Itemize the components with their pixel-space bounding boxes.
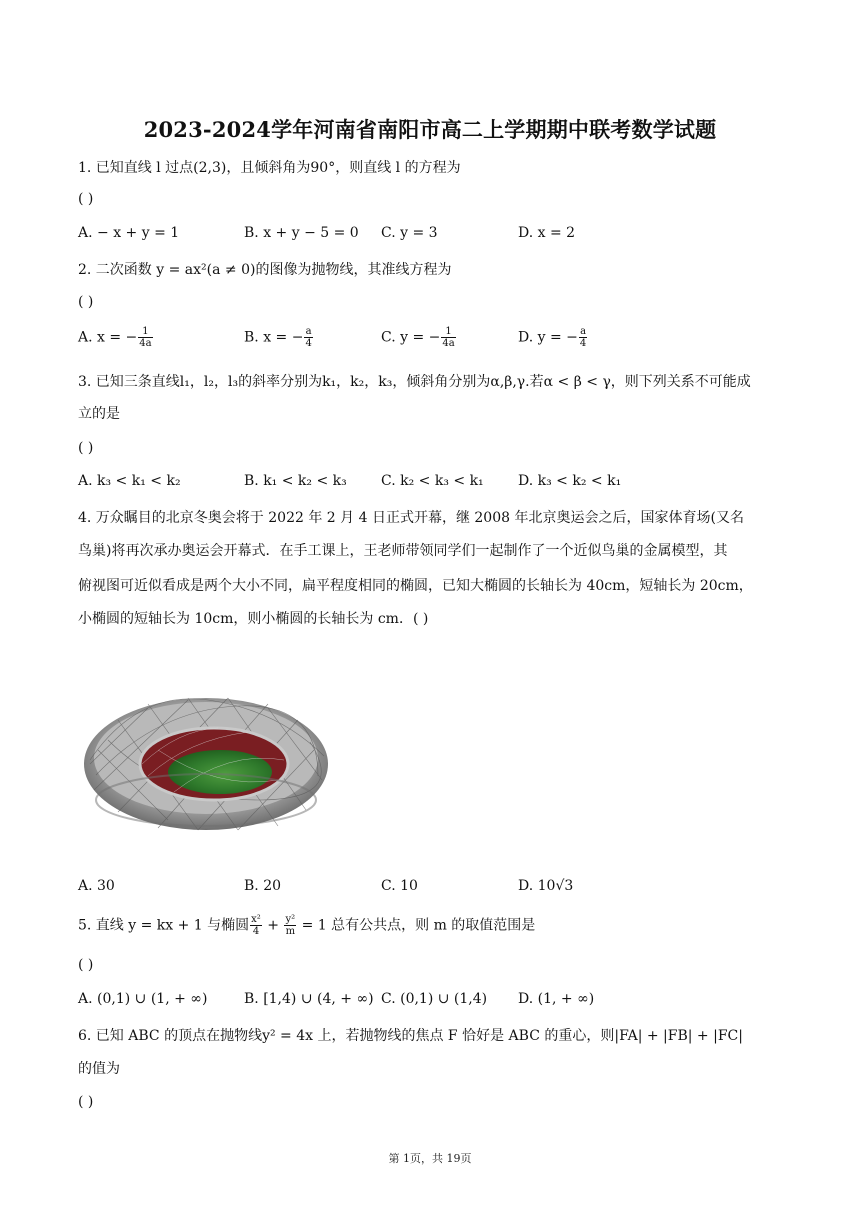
question-4-line-1: 4. 万众瞩目的北京冬奥会将于 2022 年 2 月 4 日正式开幕，继 2008 年北京奥运会之后，国家体育场(又名 [78,510,744,526]
question-2-option-c [381,326,457,349]
fraction-denominator: 4 [252,926,260,937]
fraction [304,326,312,349]
fraction [579,326,587,349]
question-5-stem-suffix: = 1 总有公共点，则 m 的取值范围是 [297,917,536,934]
question-5-option-b: B. [1,4) ∪ (4, + ∞) [244,991,374,1007]
fraction-numerator: y² [285,914,296,925]
fraction-numerator: x² [251,914,261,925]
question-5-stem-prefix: 5. 直线 y = kx + 1 与椭圆 [78,917,250,934]
question-5-option-a: A. (0,1) ∪ (1, + ∞) [78,991,208,1007]
fraction-denominator: 4a [442,338,455,349]
question-4-option-b: B. 20 [244,878,282,894]
question-1-option-b: B. x + y − 5 = 0 [244,225,359,241]
question-4-line-4: 小椭圆的短轴长为 10cm，则小椭圆的长轴长为 cm．( ) [78,611,429,627]
question-4-line-3: 俯视图可近似看成是两个大小不同，扁平程度相同的椭圆，已知大椭圆的长轴长为 40cm，短轴长为 20cm， [78,578,753,594]
fraction [284,914,296,937]
question-4-option-d: D. 10√3 [518,878,574,894]
question-2-answer-blank: ( ) [78,294,94,310]
page-title: 2023-2024学年河南省南阳市高二上学期期中联考数学试题 [143,117,717,142]
page-footer: 第 1页，共 19页 [388,1152,472,1165]
question-3-stem-line-2: 立的是 [78,406,120,422]
fraction [138,326,152,349]
fraction-numerator: a [580,326,587,337]
question-2-option-d [518,326,588,349]
question-1-option-a: A. − x + y = 1 [78,225,180,241]
fraction [441,326,455,349]
question-3-option-b: B. k₁ < k₂ < k₃ [244,473,347,489]
question-5-option-d: D. (1, + ∞) [518,991,595,1007]
question-3-stem-line-1: 3. 已知三条直线l₁，l₂，l₃的斜率分别为k₁，k₂，k₃，倾斜角分别为α,β,γ.若α < β < γ，则下列关系不可能成 [78,374,751,390]
fraction-denominator: m [285,926,296,937]
plus-sign: + [262,917,284,934]
question-5-option-c: C. (0,1) ∪ (1,4) [381,991,488,1007]
fraction [250,914,262,937]
question-1-stem: 1. 已知直线 l 过点(2,3)，且倾斜角为90°，则直线 l 的方程为 [78,160,461,176]
fraction-numerator: 1 [441,326,455,338]
question-2-option-a [78,326,154,349]
option-a-prefix: A. x = − [78,329,138,346]
question-5-answer-blank: ( ) [78,957,94,973]
question-6-line-1: 6. 已知 ABC 的顶点在抛物线y² = 4x 上，若抛物线的焦点 F 恰好是 ABC 的重心，则|FA| + |FB| + |FC| [78,1028,743,1044]
question-4-option-a: A. 30 [78,878,115,894]
question-3-answer-blank: ( ) [78,440,94,456]
option-c-prefix: C. y = − [381,329,441,346]
fraction-numerator: 1 [138,326,152,338]
question-1-answer-blank: ( ) [78,191,94,207]
fraction-numerator: a [305,326,312,337]
question-5-stem [78,914,535,937]
fraction-denominator: 4 [305,338,312,349]
question-6-answer-blank: ( ) [78,1094,94,1110]
fraction-denominator: 4 [579,338,587,349]
question-3-option-d: D. k₃ < k₂ < k₁ [518,473,622,489]
birds-nest-stadium-image [78,680,340,840]
question-2-option-b [244,326,314,349]
question-1-option-c: C. y = 3 [381,225,438,241]
option-d-prefix: D. y = − [518,329,578,346]
question-3-option-a: A. k₃ < k₁ < k₂ [78,473,181,489]
question-1-option-d: D. x = 2 [518,225,576,241]
option-b-prefix: B. x = − [244,329,304,346]
question-2-stem: 2. 二次函数 y = ax²(a ≠ 0)的图像为抛物线，其准线方程为 [78,262,452,278]
question-3-option-c: C. k₂ < k₃ < k₁ [381,473,484,489]
fraction-denominator: 4a [139,338,152,349]
question-4-line-2: 鸟巢)将再次承办奥运会开幕式．在手工课上，王老师带领同学们一起制作了一个近似鸟巢的金属模型，其 [78,543,728,559]
question-6-line-2: 的值为 [78,1061,120,1077]
question-4-option-c: C. 10 [381,878,418,894]
